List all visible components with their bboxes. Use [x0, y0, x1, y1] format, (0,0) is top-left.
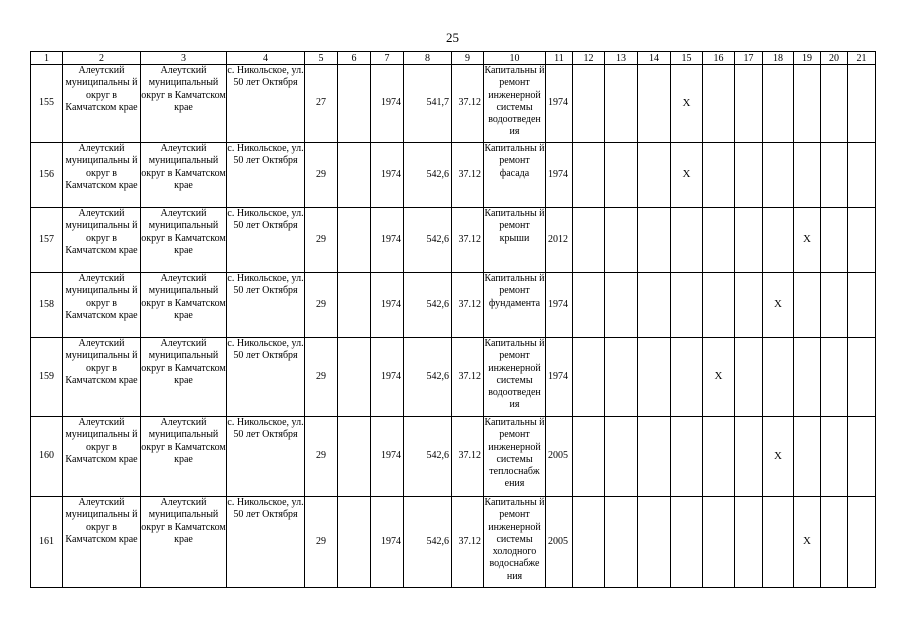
municipality-cell: Алеутский муниципальны й округ в Камчатском крае	[63, 338, 141, 417]
period-column-12-cell	[573, 208, 605, 273]
municipality-cell: Алеутский муниципальны й округ в Камчатском крае	[63, 65, 141, 143]
column-header: 15	[671, 52, 703, 65]
table-row	[31, 497, 876, 588]
district-cell: Алеутский муниципальный округ в Камчатском крае	[141, 65, 227, 143]
period-column-16-cell	[703, 273, 735, 338]
period-column-18-cell	[763, 338, 794, 417]
address-cell: с. Никольское, ул. 50 лет Октября	[227, 208, 305, 273]
row-number: 155	[31, 65, 63, 143]
column-6-cell	[338, 65, 371, 143]
x-mark: X	[803, 535, 811, 548]
work-type-cell: Капитальны й ремонт инженерной системы холодного водоснабже ния	[484, 497, 546, 588]
build-year-cell: 1974	[371, 417, 404, 497]
column-header: 10	[484, 52, 546, 65]
period-column-17-cell	[735, 338, 763, 417]
column-header: 17	[735, 52, 763, 65]
house-number-cell: 27	[305, 65, 338, 143]
area-cell: 542,6	[404, 273, 452, 338]
period-column-19-cell	[794, 208, 821, 273]
last-repair-year-cell: 1974	[546, 65, 573, 143]
column-6-cell	[338, 497, 371, 588]
column-6-cell	[338, 273, 371, 338]
column-header: 3	[141, 52, 227, 65]
house-number-cell: 29	[305, 497, 338, 588]
column-header: 20	[821, 52, 848, 65]
period-column-15-cell	[671, 417, 703, 497]
area-cell: 542,6	[404, 497, 452, 588]
row-number: 156	[31, 143, 63, 208]
period-column-21-cell	[848, 338, 876, 417]
column-header: 19	[794, 52, 821, 65]
page-number: 25	[446, 30, 459, 45]
table-row	[31, 65, 876, 143]
code-cell: 37.12	[452, 143, 484, 208]
period-column-12-cell	[573, 497, 605, 588]
x-mark: X	[774, 298, 782, 311]
code-cell: 37.12	[452, 497, 484, 588]
x-mark: X	[803, 233, 811, 246]
period-column-14-cell	[638, 208, 671, 273]
period-column-15-cell	[671, 208, 703, 273]
period-column-13-cell	[605, 143, 638, 208]
column-header: 21	[848, 52, 876, 65]
column-header: 9	[452, 52, 484, 65]
code-cell: 37.12	[452, 65, 484, 143]
period-column-15-cell	[671, 497, 703, 588]
period-column-13-cell	[605, 497, 638, 588]
house-number-cell: 29	[305, 338, 338, 417]
work-type-cell: Капитальны й ремонт инженерной системы водоотведен ия	[484, 65, 546, 143]
column-header: 11	[546, 52, 573, 65]
district-cell: Алеутский муниципальный округ в Камчатском крае	[141, 338, 227, 417]
address-cell: с. Никольское, ул. 50 лет Октября	[227, 338, 305, 417]
period-column-15-cell	[671, 65, 703, 143]
period-column-21-cell	[848, 417, 876, 497]
house-number-cell: 29	[305, 208, 338, 273]
period-column-21-cell	[848, 497, 876, 588]
period-column-15-cell	[671, 273, 703, 338]
work-type-cell: Капитальны й ремонт инженерной системы теплоснабж ения	[484, 417, 546, 497]
period-column-20-cell	[821, 65, 848, 143]
period-column-19-cell	[794, 143, 821, 208]
table-row	[31, 417, 876, 497]
period-column-17-cell	[735, 497, 763, 588]
period-column-19-cell	[794, 338, 821, 417]
x-mark: X	[682, 96, 691, 109]
period-column-20-cell	[821, 497, 848, 588]
last-repair-year-cell: 2012	[546, 208, 573, 273]
period-column-16-cell	[703, 417, 735, 497]
period-column-21-cell	[848, 65, 876, 143]
period-column-12-cell	[573, 338, 605, 417]
period-column-13-cell	[605, 417, 638, 497]
column-header: 18	[763, 52, 794, 65]
build-year-cell: 1974	[371, 273, 404, 338]
house-number-cell: 29	[305, 273, 338, 338]
last-repair-year-cell: 1974	[546, 273, 573, 338]
period-column-19-cell	[794, 417, 821, 497]
area-cell: 542,6	[404, 143, 452, 208]
area-cell: 542,6	[404, 417, 452, 497]
district-cell: Алеутский муниципальный округ в Камчатском крае	[141, 497, 227, 588]
period-column-20-cell	[821, 273, 848, 338]
period-column-15-cell	[671, 143, 703, 208]
x-mark: X	[682, 168, 691, 181]
house-number-cell: 29	[305, 417, 338, 497]
last-repair-year-cell: 1974	[546, 338, 573, 417]
period-column-17-cell	[735, 273, 763, 338]
district-cell: Алеутский муниципальный округ в Камчатском крае	[141, 143, 227, 208]
period-column-18-cell	[763, 273, 794, 338]
table-row	[31, 208, 876, 273]
period-column-16-cell	[703, 497, 735, 588]
build-year-cell: 1974	[371, 338, 404, 417]
period-column-21-cell	[848, 143, 876, 208]
row-number: 159	[31, 338, 63, 417]
column-6-cell	[338, 143, 371, 208]
period-column-18-cell	[763, 143, 794, 208]
header-row	[31, 52, 876, 65]
table-row	[31, 273, 876, 338]
period-column-17-cell	[735, 65, 763, 143]
period-column-17-cell	[735, 143, 763, 208]
municipality-cell: Алеутский муниципальны й округ в Камчатском крае	[63, 143, 141, 208]
period-column-12-cell	[573, 65, 605, 143]
period-column-16-cell	[703, 338, 735, 417]
column-header: 14	[638, 52, 671, 65]
period-column-19-cell	[794, 273, 821, 338]
last-repair-year-cell: 1974	[546, 143, 573, 208]
municipality-cell: Алеутский муниципальны й округ в Камчатском крае	[63, 497, 141, 588]
district-cell: Алеутский муниципальный округ в Камчатском крае	[141, 208, 227, 273]
code-cell: 37.12	[452, 338, 484, 417]
column-header: 5	[305, 52, 338, 65]
address-cell: с. Никольское, ул. 50 лет Октября	[227, 497, 305, 588]
code-cell: 37.12	[452, 417, 484, 497]
period-column-20-cell	[821, 338, 848, 417]
period-column-13-cell	[605, 65, 638, 143]
column-6-cell	[338, 338, 371, 417]
address-cell: с. Никольское, ул. 50 лет Октября	[227, 273, 305, 338]
period-column-18-cell	[763, 417, 794, 497]
x-mark: X	[774, 449, 782, 462]
period-column-14-cell	[638, 417, 671, 497]
table-row	[31, 143, 876, 208]
period-column-12-cell	[573, 273, 605, 338]
column-header: 7	[371, 52, 404, 65]
column-6-cell	[338, 208, 371, 273]
municipality-cell: Алеутский муниципальны й округ в Камчатском крае	[63, 273, 141, 338]
last-repair-year-cell: 2005	[546, 497, 573, 588]
address-cell: с. Никольское, ул. 50 лет Октября	[227, 65, 305, 143]
period-column-21-cell	[848, 208, 876, 273]
period-column-20-cell	[821, 143, 848, 208]
period-column-14-cell	[638, 273, 671, 338]
x-mark: X	[714, 370, 723, 383]
column-6-cell	[338, 417, 371, 497]
work-type-cell: Капитальны й ремонт крыши	[484, 208, 546, 273]
period-column-12-cell	[573, 143, 605, 208]
row-number: 161	[31, 497, 63, 588]
column-header: 4	[227, 52, 305, 65]
period-column-19-cell	[794, 497, 821, 588]
area-cell: 542,6	[404, 208, 452, 273]
column-header: 8	[404, 52, 452, 65]
column-header: 1	[31, 52, 63, 65]
row-number: 157	[31, 208, 63, 273]
municipality-cell: Алеутский муниципальны й округ в Камчатском крае	[63, 208, 141, 273]
column-header: 13	[605, 52, 638, 65]
code-cell: 37.12	[452, 208, 484, 273]
area-cell: 541,7	[404, 65, 452, 143]
period-column-13-cell	[605, 338, 638, 417]
period-column-21-cell	[848, 273, 876, 338]
build-year-cell: 1974	[371, 208, 404, 273]
house-number-cell: 29	[305, 143, 338, 208]
period-column-17-cell	[735, 208, 763, 273]
address-cell: с. Никольское, ул. 50 лет Октября	[227, 417, 305, 497]
period-column-20-cell	[821, 208, 848, 273]
period-column-14-cell	[638, 497, 671, 588]
period-column-17-cell	[735, 417, 763, 497]
row-number: 160	[31, 417, 63, 497]
register-table	[30, 51, 876, 588]
build-year-cell: 1974	[371, 497, 404, 588]
build-year-cell: 1974	[371, 65, 404, 143]
period-column-14-cell	[638, 143, 671, 208]
period-column-20-cell	[821, 417, 848, 497]
column-header: 2	[63, 52, 141, 65]
period-column-13-cell	[605, 208, 638, 273]
period-column-12-cell	[573, 417, 605, 497]
period-column-18-cell	[763, 208, 794, 273]
column-header: 6	[338, 52, 371, 65]
period-column-19-cell	[794, 65, 821, 143]
period-column-18-cell	[763, 497, 794, 588]
period-column-14-cell	[638, 65, 671, 143]
table-row	[31, 338, 876, 417]
last-repair-year-cell: 2005	[546, 417, 573, 497]
municipality-cell: Алеутский муниципальны й округ в Камчатском крае	[63, 417, 141, 497]
period-column-18-cell	[763, 65, 794, 143]
period-column-15-cell	[671, 338, 703, 417]
district-cell: Алеутский муниципальный округ в Камчатском крае	[141, 417, 227, 497]
column-header: 12	[573, 52, 605, 65]
row-number: 158	[31, 273, 63, 338]
district-cell: Алеутский муниципальный округ в Камчатском крае	[141, 273, 227, 338]
build-year-cell: 1974	[371, 143, 404, 208]
address-cell: с. Никольское, ул. 50 лет Октября	[227, 143, 305, 208]
work-type-cell: Капитальны й ремонт фундамента	[484, 273, 546, 338]
work-type-cell: Капитальны й ремонт фасада	[484, 143, 546, 208]
period-column-16-cell	[703, 208, 735, 273]
code-cell: 37.12	[452, 273, 484, 338]
period-column-14-cell	[638, 338, 671, 417]
column-header: 16	[703, 52, 735, 65]
area-cell: 542,6	[404, 338, 452, 417]
work-type-cell: Капитальны й ремонт инженерной системы водоотведен ия	[484, 338, 546, 417]
period-column-13-cell	[605, 273, 638, 338]
period-column-16-cell	[703, 65, 735, 143]
period-column-16-cell	[703, 143, 735, 208]
